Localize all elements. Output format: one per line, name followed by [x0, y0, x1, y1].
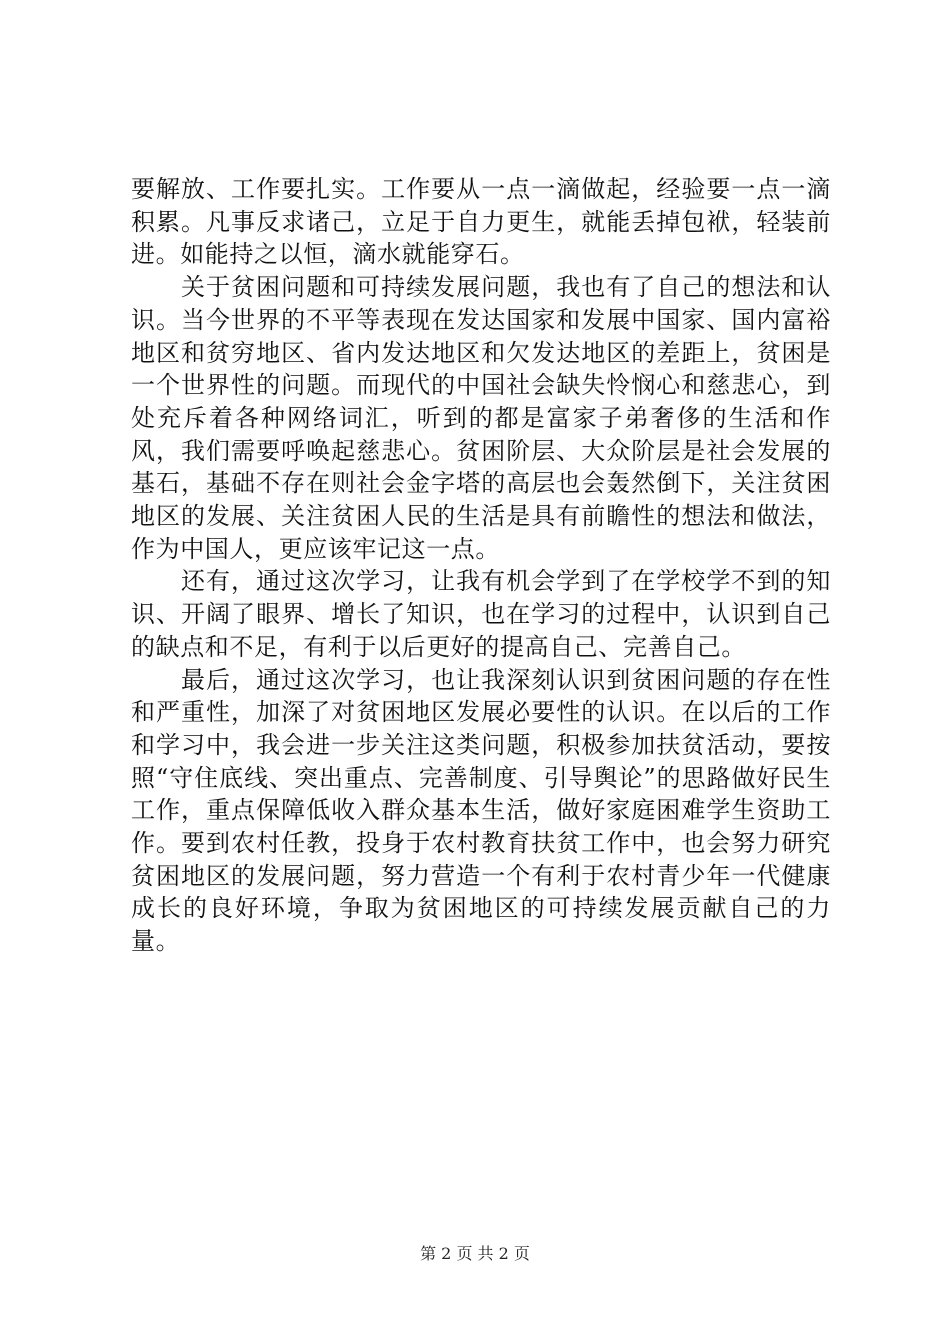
page-number-footer: 第 2 页 共 2 页 [420, 1244, 530, 1263]
paragraph-conclusion: 最后，通过这次学习，也让我深刻认识到贫困问题的存在性和严重性，加深了对贫困地区发展必要性的认识。在以后的工作和学习中，我会进一步关注这类问题，积极参加扶贫活动，要按照“守住底线、突出重点、完善制度、引导舆论”的思路做好民生工作，重点保障低收入群众基本生活，做好家庭困难学生资助工作。要到农村任教，投身于农村教育扶贫工作中，也会努力研究贫困地区的发展问题，努力营造一个有利于农村青少年一代健康成长的良好环境，争取为贫困地区的可持续发展贡献自己的力量。 [131, 665, 831, 956]
document-body [131, 173, 831, 958]
paragraph-poverty-sustainability: 关于贫困问题和可持续发展问题，我也有了自己的想法和认识。当今世界的不平等表现在发达国家和发展中国家、国内富裕地区和贫穷地区、省内发达地区和欠发达地区的差距上，贫困是一个世界性的问题。而现代的中国社会缺失怜悯心和慈悲心，到处充斥着各种网络词汇，听到的都是富家子弟奢侈的生活和作风，我们需要呼唤起慈悲心。贫困阶层、大众阶层是社会发展的基石，基础不存在则社会金字塔的高层也会轰然倒下，关注贫困地区的发展、关注贫困人民的生活是具有前瞻性的想法和做法，作为中国人，更应该牢记这一点。 [131, 273, 831, 563]
paragraph-continuation: 要解放、工作要扎实。工作要从一点一滴做起，经验要一点一滴积累。凡事反求诸己，立足于自力更生，就能丢掉包袱，轻装前进。如能持之以恒，滴水就能穿石。 [131, 175, 831, 269]
paragraph-learning-gains: 还有，通过这次学习，让我有机会学到了在学校学不到的知识、开阔了眼界、增长了知识，也在学习的过程中，认识到自己的缺点和不足，有利于以后更好的提高自己、完善自己。 [131, 567, 831, 661]
